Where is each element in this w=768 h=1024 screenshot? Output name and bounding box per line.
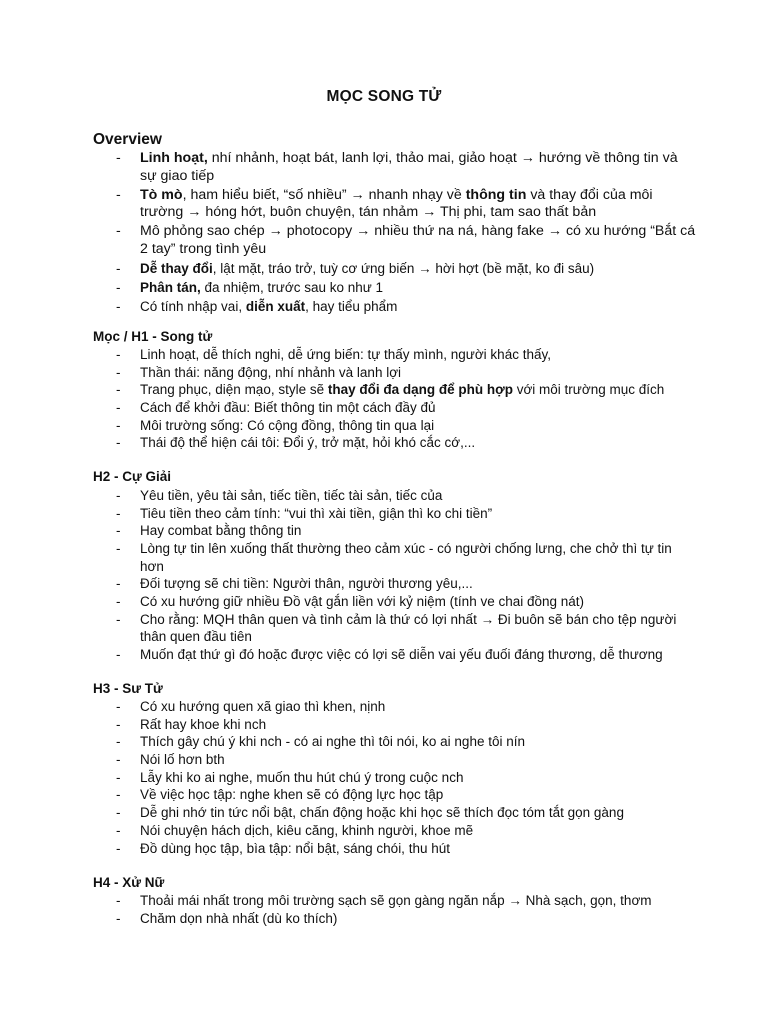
- list-item: - Cách để khởi đầu: Biết thông tin một cách đầy đủ: [116, 399, 696, 417]
- list-item: - Cho rằng: MQH thân quen và tình cảm là thứ có lợi nhất → Đi buôn sẽ bán cho tệp người thân quen đầu tiên: [116, 611, 696, 646]
- list-item: - Có tính nhập vai, diễn xuất, hay tiểu phẩm: [116, 298, 696, 316]
- list-item: - Thoải mái nhất trong môi trường sạch sẽ gọn gàng ngăn nắp → Nhà sạch, gọn, thơm: [116, 892, 696, 910]
- section-list-h1: [116, 346, 696, 452]
- list-item: - Đồ dùng học tập, bìa tập: nổi bật, sáng chói, thu hút: [116, 840, 696, 858]
- list-item: - Dễ ghi nhớ tin tức nổi bật, chấn động hoặc khi học sẽ thích đọc tóm tắt gọn gàng: [116, 804, 696, 822]
- list-item: - Trang phục, diện mạo, style sẽ thay đổi đa dạng để phù hợp với môi trường mục đích: [116, 381, 696, 399]
- list-item: - Phân tán, đa nhiệm, trước sau ko như 1: [116, 279, 696, 297]
- list-item: - Đối tượng sẽ chi tiền: Người thân, người thương yêu,...: [116, 575, 696, 593]
- section-list-h2: [116, 487, 696, 664]
- section-list-h4: [116, 892, 696, 927]
- overview-heading: Overview: [93, 131, 162, 148]
- list-item: - Thần thái: năng động, nhí nhảnh và lanh lợi: [116, 364, 696, 382]
- list-item: - Tò mò, ham hiểu biết, “số nhiều” → nhanh nhạy về thông tin và thay đổi của môi trường → hóng hớt, buôn chuyện, tán nhảm → Thị phi, tam sao thất bản: [116, 187, 696, 222]
- list-item: - Về việc học tập: nghe khen sẽ có động lực học tập: [116, 786, 696, 804]
- list-item: - Môi trường sống: Có cộng đồng, thông tin qua lại: [116, 417, 696, 435]
- list-item: - Thái độ thể hiện cái tôi: Đổi ý, trở mặt, hỏi khó cắc cớ,...: [116, 434, 696, 452]
- section-heading-h2: H2 - Cự Giải: [93, 469, 172, 484]
- list-item: - Linh hoạt, nhí nhảnh, hoạt bát, lanh lợi, thảo mai, giảo hoạt → hướng về thông tin và sự giao tiếp: [116, 150, 696, 185]
- list-item: - Lòng tự tin lên xuống thất thường theo cảm xúc - có người chống lưng, che chở thì tự tin hơn: [116, 540, 696, 575]
- list-item: - Nói lố hơn bth: [116, 751, 696, 769]
- list-item: - Lẫy khi ko ai nghe, muốn thu hút chú ý trong cuộc nch: [116, 769, 696, 787]
- section-heading-h3: H3 - Sư Tử: [93, 681, 163, 696]
- list-item: - Chăm dọn nhà nhất (dù ko thích): [116, 910, 696, 928]
- section-heading-h4: H4 - Xử Nữ: [93, 875, 165, 890]
- list-item: - Linh hoạt, dễ thích nghi, dễ ứng biến: tự thấy mình, người khác thấy,: [116, 346, 696, 364]
- list-item: - Tiêu tiền theo cảm tính: “vui thì xài tiền, giận thì ko chi tiền”: [116, 505, 696, 523]
- list-item: - Nói chuyện hách dịch, kiêu căng, khinh người, khoe mẽ: [116, 822, 696, 840]
- list-item: - Hay combat bằng thông tin: [116, 522, 696, 540]
- section-list-h3: [116, 698, 696, 857]
- overview-list: [116, 150, 696, 317]
- list-item: - Yêu tiền, yêu tài sản, tiếc tiền, tiếc tài sản, tiếc của: [116, 487, 696, 505]
- list-item: - Muốn đạt thứ gì đó hoặc được việc có lợi sẽ diễn vai yếu đuối đáng thương, dễ thương: [116, 646, 696, 664]
- list-item: - Có xu hướng giữ nhiều Đồ vật gắn liền với kỷ niệm (tính ve chai đồng nát): [116, 593, 696, 611]
- list-item: - Có xu hướng quen xã giao thì khen, nịnh: [116, 698, 696, 716]
- section-heading-h1: Mọc / H1 - Song tử: [93, 329, 213, 344]
- list-item: - Dễ thay đổi, lật mặt, tráo trở, tuỳ cơ ứng biến → hời hợt (bề mặt, ko đi sâu): [116, 260, 696, 278]
- list-item: - Mô phỏng sao chép → photocopy → nhiều thứ na ná, hàng fake → có xu hướng “Bắt cá 2 tay” trong tình yêu: [116, 223, 696, 258]
- document-title: MỌC SONG TỬ: [326, 88, 442, 105]
- list-item: - Thích gây chú ý khi nch - có ai nghe thì tôi nói, ko ai nghe tôi nín: [116, 733, 696, 751]
- list-item: - Rất hay khoe khi nch: [116, 716, 696, 734]
